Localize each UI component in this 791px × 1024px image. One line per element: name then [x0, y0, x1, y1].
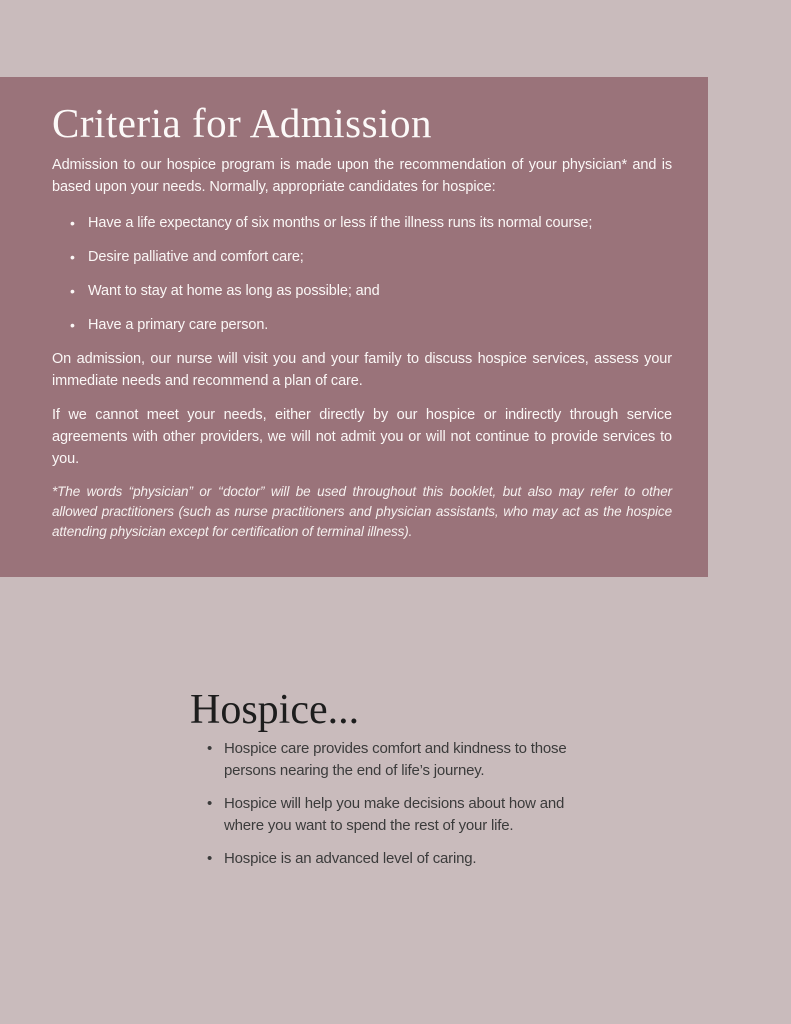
admission-footnote: *The words “physician” or ‘‘doctor” will be used throughout this booklet, but also may refer to other allowed practitioners (such as nurse practitioners and physician assistants, who may act as the hospice attending physician except for certification of terminal illness).: [52, 484, 672, 539]
admission-bullet-list: [70, 212, 672, 336]
list-item: • Hospice care provides comfort and kindness to those persons nearing the end of life’s journey.: [207, 738, 600, 782]
hospice-section-title: Hospice...: [190, 687, 360, 733]
hospice-bullet-list: [207, 738, 600, 870]
hospice-section: [190, 687, 602, 881]
admission-panel: [0, 77, 708, 577]
admission-intro-paragraph: Admission to our hospice program is made upon the recommendation of your physician* and is based upon your needs. Normally, appropriate candidates for hospice:: [52, 157, 672, 195]
admission-paragraph: On admission, our nurse will visit you and your family to discuss hospice services, assess your immediate needs and recommend a plan of care.: [52, 351, 672, 389]
list-item: • Have a primary care person.: [70, 314, 672, 336]
admission-paragraph: If we cannot meet your needs, either directly by our hospice or indirectly through service agreements with other providers, we will not admit you or will not continue to provide services to you.: [52, 407, 672, 467]
list-item: • Want to stay at home as long as possible; and: [70, 280, 672, 302]
list-item: • Have a life expectancy of six months or less if the illness runs its normal course;: [70, 212, 672, 234]
admission-panel-title: Criteria for Admission: [52, 100, 432, 146]
list-item: • Desire palliative and comfort care;: [70, 246, 672, 268]
list-item: • Hospice is an advanced level of caring.: [207, 848, 600, 870]
list-item: • Hospice will help you make decisions about how and where you want to spend the rest of your life.: [207, 793, 600, 837]
